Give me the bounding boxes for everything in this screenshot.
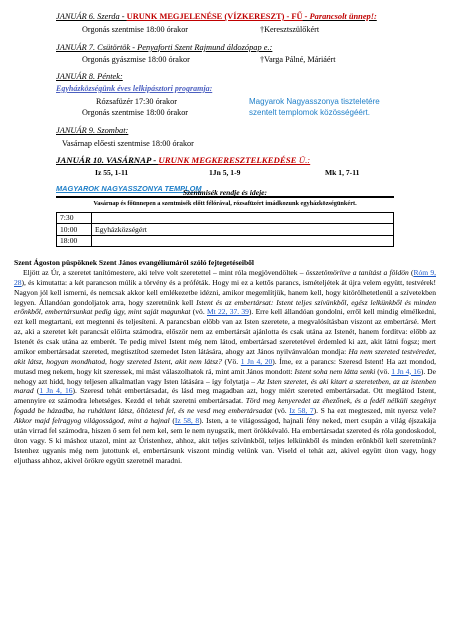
mass-time: 7:30 [57,213,92,224]
mass-line: Orgonás szentmise 18:00 órakor [82,108,189,117]
text-run: Az Isten szeretet, és aki kitart a szeretetben, az az istenben marad [14,376,436,396]
text-run: (vö. [272,406,290,416]
scripture-link[interactable]: 1 Jn 4, 16 [39,386,73,396]
text-run: Istent soha nem látta senki [294,366,376,376]
sunday-suffix: Ü.: [296,155,311,165]
feast-suffix: - Parancsolt ünnep!: [302,12,377,21]
table-row [57,213,394,224]
mass-intention [92,213,394,224]
text-run: ). Erre kell állandóan gondolni, erről kell mindig elmélkedni, ezt kell megtartani, ezt megtenni és teljesíteni. A parancsban előbb van az Isten szeretete, a megvalósításban viszont az embertársé. Mert az, aki a szeretet két parancsát előírta számodra, először nem az embertársát ajánlotta és csak utána az Istenét, hanem fordítva: előbb az Istenét és csak utána az emberét. Te pedig mivel Istent még nem látod, embertársad szeretetével érdemled ki azt, akit látni fogsz; mert amikor embertársadat szereted, megtisztítod szemedet Isten látására, ahogy azt János nyilvánvalóan mondja: [14,307,436,356]
rosary-line: Rózsafüzér 17:30 órakor [96,97,177,106]
sunday-feast: URUNK MEGKERESZTELKEDÉSE [158,155,297,165]
reading-1: Iz 55, 1-11 [95,168,129,177]
table-row [57,224,394,235]
text-run: ( [33,386,40,396]
mass-intention: Egyházközségért [92,224,394,235]
day-heading-jan6 [56,12,377,21]
church-name: MAGYAROK NAGYASSZONYA TEMPLOM [56,184,202,193]
text-run: Akkor majd felragyog világosságod, mint a hajnal [14,416,170,425]
feast-name: URUNK MEGJELENÉSE (VÍZKERESZT) - FŰ [126,12,303,21]
text-run: (Vö. [221,356,241,366]
program-note: Magyarok Nagyasszonya tiszteletére [249,97,380,106]
day-heading-jan8: JANUÁR 8. Péntek: [56,72,123,81]
mass-intention [92,235,394,246]
scripture-link[interactable]: Mt 22, 37. 39 [206,307,249,317]
mass-line: Orgonás szentmise 18:00 órakor [82,25,189,34]
text-run: ( [169,416,175,425]
text-run: Törd meg kenyeredet az éhezőnek, és a fedél nélküli szegényt fogadd be házadba, ha ruhátlant látsz, öltöztesd fel, és ne vesd meg embertársadat [14,396,436,416]
scripture-link[interactable]: Iz 58, 7 [289,406,314,416]
program-note: szentelt templomok közösségéért. [249,108,370,117]
text-run: (vö. [375,366,392,376]
scripture-link[interactable]: 1 Jn 4, 16 [391,366,421,376]
sunday-date: JANUÁR 10. VASÁRNAP - [56,155,159,165]
mass-intention: †Varga Pálné, Máriáért [260,55,336,64]
scripture-link[interactable]: Iz 58, 8 [174,416,200,425]
text-run: ( [408,267,414,277]
text-run: Istent és az embertársat: Istent teljes szívünkből, egész lelkünkből és minden erőnkből, embertársunkat pedig úgy, mint saját magunkat [14,297,437,317]
text-run: ). Isten, a te világosságod, hajnali fény neked, mert csupán a világ éjszakája után virrad fel számodra, hiszen ő sem fel nem kel, sem le nem nyugszik, mert örökkévaló. Ha embertársadat szereted és róla gondoskodol, úton vagy. S ki máshoz utazol, mint az Úristenhez, ahhoz, akit teljes szívünkből, teljes lelkünkből és minden erőnkből kell szeretnünk? Istenhez ugyanis még nem jutottunk el, embertársunk viszont mindig velünk van. Viseld el tehát azt, akivel együtt úton vagy, hogy eljuthass ahhoz, akivel örökre együtt szeretnél maradni. [14,416,436,465]
day-heading-jan7: JANUÁR 7. Csütörtök - Penyaforti Szent Rajmund áldozópap e.: [56,43,273,52]
scripture-link[interactable]: 1 Jn 4, 20 [240,356,273,366]
text-run: ). Íme, ez a parancs: Szeresd Istent! Ha azt mondod, mutasd meg nekem, hogy kit szeressek, mi mást válaszolhatok rá, mint amit János mondott: [14,356,436,376]
text-run: ), és kimutatta: a két parancson múlik a törvény és a próféták. Hogy mi ez a kettős parancs, ismételjétek át újra velem együtt, testvérek! Nagyon jól kell ismerni, és nemcsak akkor kell emlékezetbe idézni, amikor megemlítjük, hanem kell, hogy kitörölhetetlenül a szívetekben legyen. Állandóan gondoljatok arra, hogy szeretnünk kell [14,277,436,307]
mass-line: Orgonás gyászmise 18:00 órakor [82,55,190,64]
program-heading: Egyházközségünk éves lelkipásztori programja: [56,84,213,93]
scripture-link[interactable]: Róm 9, 28 [14,267,436,287]
mass-order-note: Vasárnap és főünnepen a szentmisék előtt félórával, rózsafüzért imádkozunk egyházközségünkért. [93,200,357,207]
text-run: ). Szeresd tehát embertársadat, és lásd meg magadban azt, hogy miért szereted embertársadat. Ott meglátod Istent, amennyire ez számodra lehetséges. Kezdd el tehát szeretni embertársadat. [14,386,436,406]
text-run: ). De nehogy azt hidd, hogy teljesen alkalmatlan vagy Isten látására – így folytatja – [14,366,436,386]
mass-intention: †Keresztszülőkért [260,25,320,34]
day-heading-jan9: JANUÁR 9. Szombat: [56,126,129,135]
mass-schedule-table [56,212,394,247]
sermon-title: Szent Ágoston püspöknek Szent János evangéliumáról szóló fejtegetéseiből [14,258,255,267]
mass-order-title: Szentmisék rendje és ideje: [56,188,394,198]
mass-time: 18:00 [57,235,92,246]
mass-line: Vasárnap előesti szentmise 18:00 órakor [62,139,194,148]
day-date: JANUÁR 6. Szerda - [56,12,127,21]
reading-3: Mk 1, 7-11 [325,168,360,177]
mass-time: 10:00 [57,224,92,235]
text-run: Ha nem szereted testvéredet, akit látsz, hogyan mondhatod, hogy szereted Istent, akit nem látsz? [14,346,436,366]
sermon-paragraph [14,268,436,466]
sunday-heading [56,155,310,165]
text-run: ). S ha ezt megteszed, mit nyersz vele? [313,406,436,416]
text-run: összetömörítve a tanítást a földön [305,267,409,277]
text-run: (vö. [190,307,207,317]
text-run: Eljött az Úr, a szeretet tanítómestere, aki telve volt szeretettel – mint róla megjövendöltek – [23,267,306,277]
sermon-body [14,258,436,465]
reading-2: 1Jn 5, 1-9 [209,168,241,177]
table-row [57,235,394,246]
